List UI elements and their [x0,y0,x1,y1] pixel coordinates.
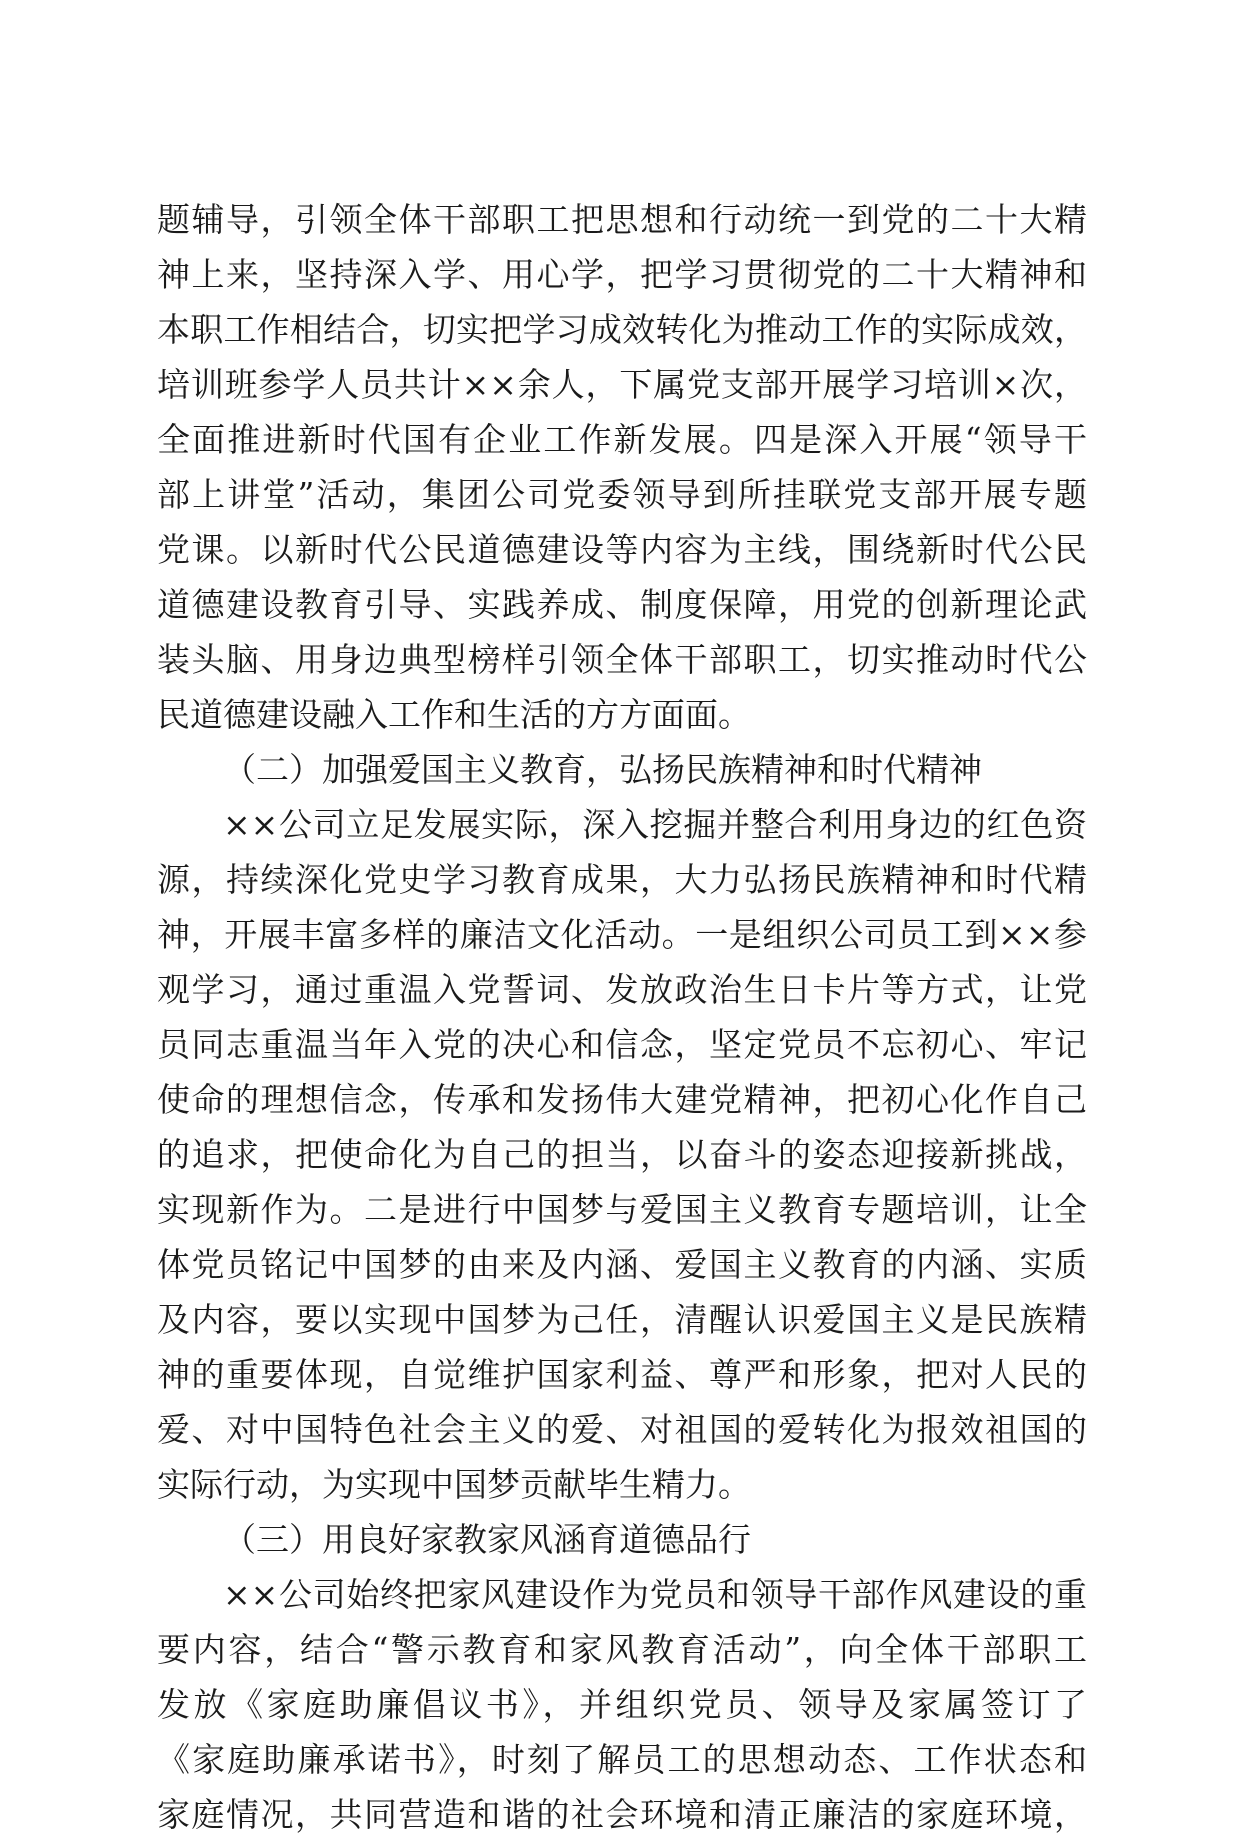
section-heading: （二）加强爱国主义教育，弘扬民族精神和时代精神 [223,750,982,789]
text-line: 神，开展丰富多样的廉洁文化活动。一是组织公司员工到××参 [157,915,1087,954]
text-line: 的追求，把使命化为自己的担当，以奋斗的姿态迎接新挑战， [157,1135,1087,1174]
text-line: 民道德建设融入工作和生活的方方面面。 [157,695,751,734]
paragraph-patriotism [157,797,1087,1512]
text-line: 观学习，通过重温入党誓词、发放政治生日卡片等方式，让党 [157,970,1087,1009]
section-heading-patriotism [157,742,1087,797]
text-line: 实际行动，为实现中国梦贡献毕生精力。 [157,1465,751,1504]
text-line: 神上来，坚持深入学、用心学，把学习贯彻党的二十大精神和 [157,255,1087,294]
text-line: 要内容，结合“警示教育和家风教育活动”，向全体干部职工 [157,1630,1087,1669]
section-heading: （三）用良好家教家风涵育道德品行 [223,1520,751,1559]
text-line: 《家庭助廉承诺书》，时刻了解员工的思想动态、工作状态和 [157,1740,1087,1779]
document-body [157,192,1087,1842]
text-line: ××公司立足发展实际，深入挖掘并整合利用身边的红色资 [223,805,1087,844]
text-line: 源，持续深化党史学习教育成果，大力弘扬民族精神和时代精 [157,860,1087,899]
text-line: 部上讲堂”活动，集团公司党委领导到所挂联党支部开展专题 [157,475,1087,514]
paragraph-family-tradition [157,1567,1087,1842]
text-line: 实现新作为。二是进行中国梦与爱国主义教育专题培训，让全 [157,1190,1087,1229]
text-line: 及内容，要以实现中国梦为己任，清醒认识爱国主义是民族精 [157,1300,1087,1339]
text-line: 发放《家庭助廉倡议书》，并组织党员、领导及家属签订了 [157,1685,1087,1724]
text-line: 员同志重温当年入党的决心和信念，坚定党员不忘初心、牢记 [157,1025,1087,1064]
text-line: 神的重要体现，自觉维护国家利益、尊严和形象，把对人民的 [157,1355,1087,1394]
text-line: 体党员铭记中国梦的由来及内涵、爱国主义教育的内涵、实质 [157,1245,1087,1284]
text-line: 题辅导，引领全体干部职工把思想和行动统一到党的二十大精 [157,200,1087,239]
text-line: 培训班参学人员共计××余人，下属党支部开展学习培训×次， [157,365,1087,404]
text-line: 道德建设教育引导、实践养成、制度保障，用党的创新理论武 [157,585,1087,624]
text-line: ××公司始终把家风建设作为党员和领导干部作风建设的重 [223,1575,1087,1614]
section-heading-family-tradition [157,1512,1087,1567]
text-line: 家庭情况，共同营造和谐的社会环境和清正廉洁的家庭环境， [157,1795,1087,1834]
text-line: 全面推进新时代国有企业工作新发展。四是深入开展“领导干 [157,420,1087,459]
text-line: 党课。以新时代公民道德建设等内容为主线，围绕新时代公民 [157,530,1087,569]
paragraph-public-morality [157,192,1087,742]
text-line: 使命的理想信念，传承和发扬伟大建党精神，把初心化作自己 [157,1080,1087,1119]
text-line: 本职工作相结合，切实把学习成效转化为推动工作的实际成效， [157,310,1087,349]
text-line: 装头脑、用身边典型榜样引领全体干部职工，切实推动时代公 [157,640,1087,679]
text-line: 爱、对中国特色社会主义的爱、对祖国的爱转化为报效祖国的 [157,1410,1087,1449]
